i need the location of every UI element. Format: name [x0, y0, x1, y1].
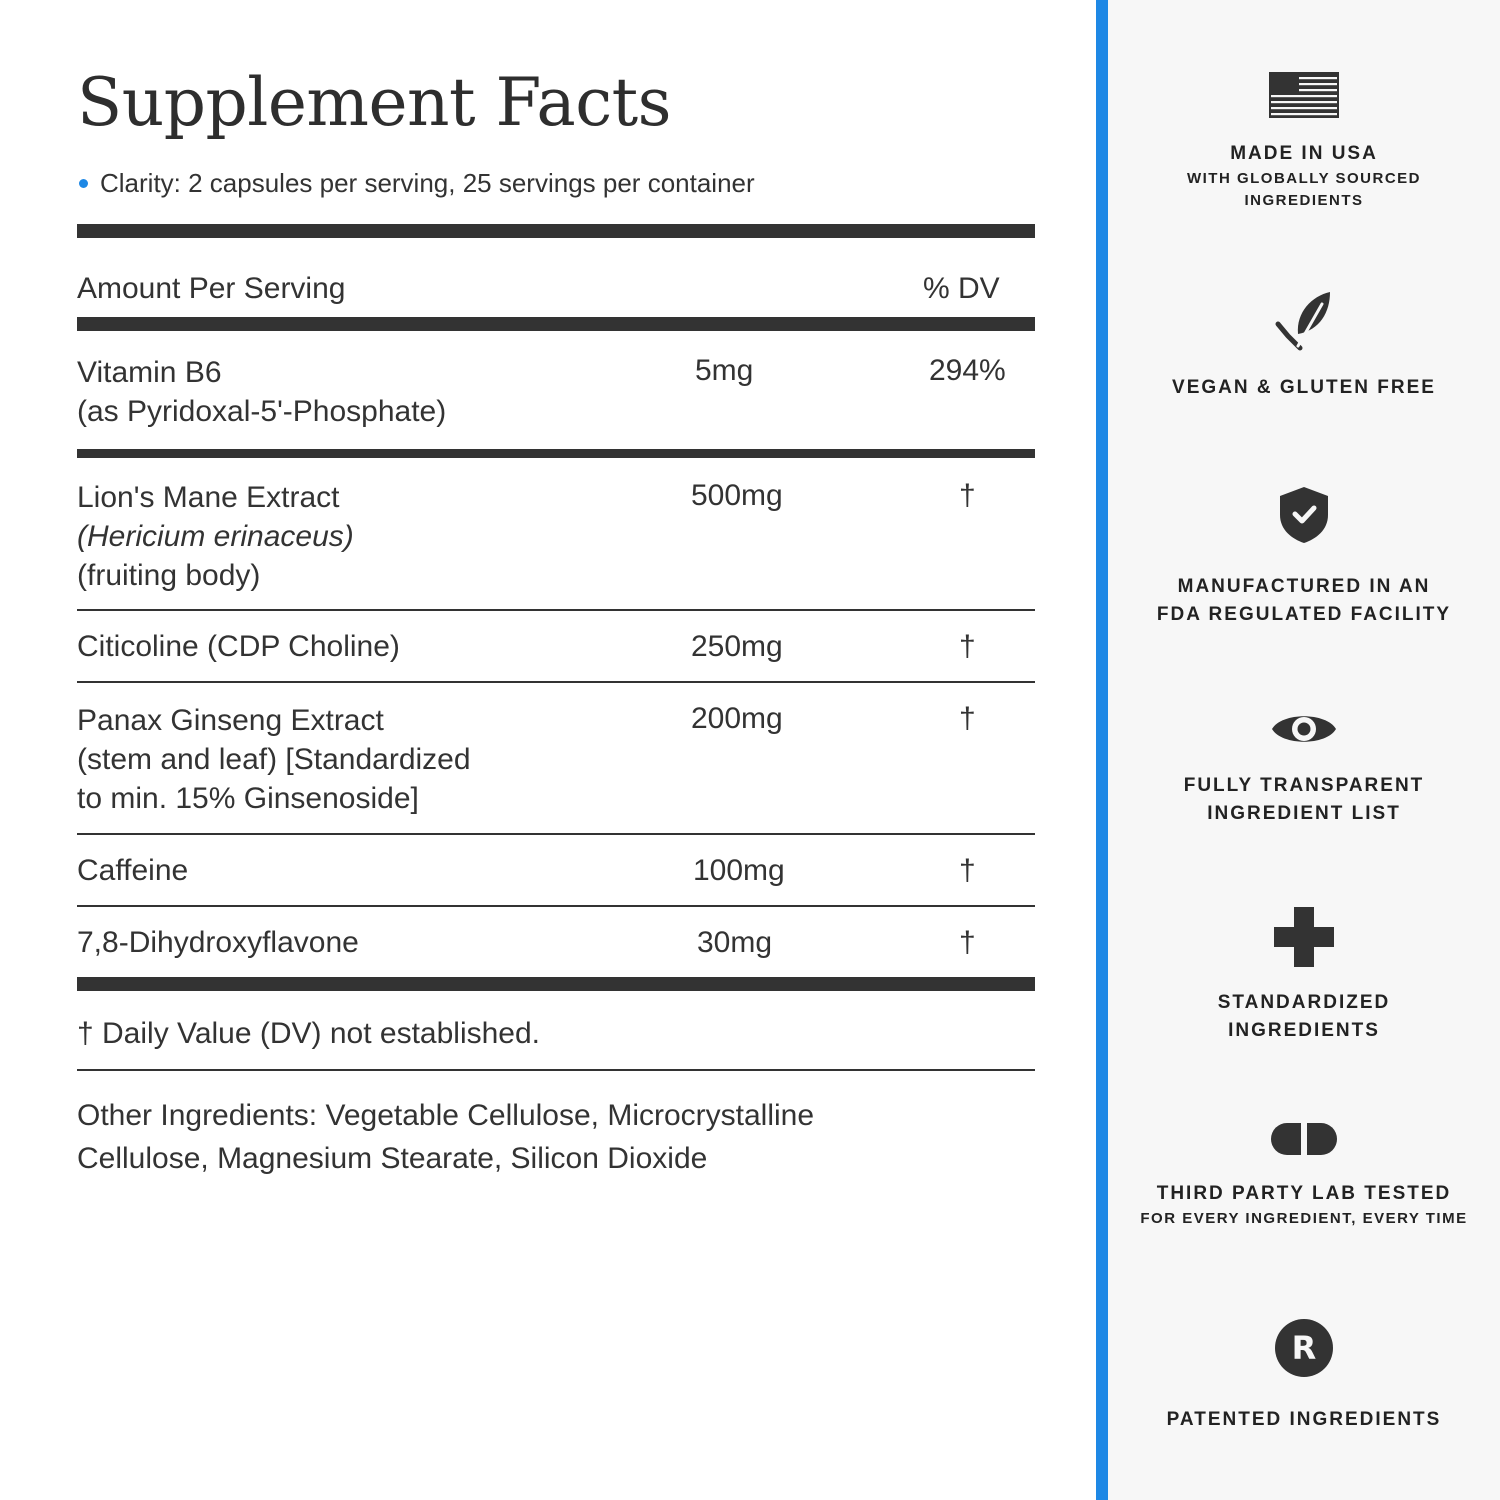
thick-divider — [77, 317, 1035, 331]
badge-fda-facility — [1108, 485, 1500, 629]
ingredient-dv: † — [959, 630, 976, 663]
badge-title: PATENTED INGREDIENTS — [1166, 1409, 1442, 1430]
ingredient-name-line: Vitamin B6 — [77, 356, 222, 389]
badge-subtitle: INGREDIENTS — [1244, 192, 1364, 209]
ingredient-name — [77, 701, 471, 818]
badge-title: MADE IN USA — [1230, 143, 1378, 164]
badge-title: MANUFACTURED IN AN — [1177, 576, 1431, 597]
ingredient-name — [77, 478, 354, 595]
capsule-icon — [1270, 1122, 1338, 1156]
ingredient-name: 7,8-Dihydroxyflavone — [77, 926, 359, 959]
badge-vegan — [1108, 290, 1500, 402]
serving-info — [79, 168, 755, 199]
amount-per-serving-label: Amount Per Serving — [77, 272, 346, 305]
table-row — [77, 683, 1035, 833]
ingredient-name: Caffeine — [77, 854, 189, 887]
badge-patented — [1108, 1318, 1500, 1434]
badge-title: INGREDIENT LIST — [1207, 803, 1401, 824]
badge-title: STANDARDIZED — [1217, 992, 1391, 1013]
ingredient-dv: † — [959, 926, 976, 959]
other-ingredients: Other Ingredients: Vegetable Cellulose, Microcrystalline Cellulose, Magnesium Stearate, Silicon Dioxide — [77, 1099, 815, 1175]
ingredient-name-line: Panax Ginseng Extract — [77, 704, 384, 737]
table-row — [77, 611, 1035, 681]
badge-title: FULLY TRANSPARENT — [1183, 775, 1425, 796]
thick-divider — [77, 224, 1035, 238]
badges-sidebar — [1108, 0, 1500, 1500]
bullet-dot-icon — [79, 179, 88, 188]
badge-title: THIRD PARTY LAB TESTED — [1156, 1183, 1452, 1204]
table-row-vitamin-b6 — [77, 331, 1035, 449]
ingredient-amount: 100mg — [693, 854, 785, 887]
ingredient-dv: † — [959, 702, 976, 735]
us-flag-icon — [1269, 72, 1339, 118]
table-row — [77, 458, 1035, 609]
badge-made-in-usa — [1108, 72, 1500, 212]
ingredient-amount: 5mg — [695, 354, 754, 387]
facts-table — [77, 224, 1035, 1180]
shield-check-icon — [1278, 485, 1330, 545]
leaf-check-icon — [1274, 290, 1334, 352]
ingredient-name: Citicoline (CDP Choline) — [77, 630, 400, 663]
table-header — [77, 238, 1035, 317]
ingredient-dv: 294% — [929, 354, 1006, 387]
ingredient-latin-name: (Hericium erinaceus) — [77, 520, 354, 553]
ingredient-amount: 250mg — [691, 630, 783, 663]
badge-lab-tested — [1108, 1122, 1500, 1230]
ingredient-dv: † — [959, 854, 976, 887]
ingredient-part-line: (stem and leaf) [Standardized — [77, 743, 471, 776]
ingredient-amount: 200mg — [691, 702, 783, 735]
footnote-text: † Daily Value (DV) not established. — [77, 1017, 541, 1050]
ingredient-standard-line: to min. 15% Ginsenoside] — [77, 782, 419, 815]
svg-text:R: R — [1291, 1329, 1317, 1367]
badge-subtitle: WITH GLOBALLY SOURCED — [1186, 170, 1421, 187]
ingredient-part-line: (fruiting body) — [77, 559, 261, 592]
registered-icon — [1274, 1318, 1334, 1378]
table-row — [77, 835, 1035, 905]
ingredient-form-line: (as Pyridoxal-5'-Phosphate) — [77, 395, 447, 428]
badge-subtitle: FOR EVERY INGREDIENT, EVERY TIME — [1140, 1210, 1468, 1227]
badge-standardized — [1108, 907, 1500, 1045]
ingredient-name — [77, 353, 446, 431]
ingredient-dv: † — [959, 479, 976, 512]
ingredient-amount: 30mg — [697, 926, 773, 959]
accent-divider — [1096, 0, 1108, 1500]
eye-icon — [1270, 706, 1338, 752]
ingredient-name-line: Lion's Mane Extract — [77, 481, 340, 514]
page-title: Supplement Facts — [77, 64, 672, 141]
badge-title: FDA REGULATED FACILITY — [1156, 604, 1452, 625]
table-row — [77, 907, 1035, 977]
ingredient-amount: 500mg — [691, 479, 783, 512]
badge-title: VEGAN & GLUTEN FREE — [1172, 377, 1436, 398]
serving-info-text: Clarity: 2 capsules per serving, 25 servings per container — [100, 168, 755, 198]
thick-divider — [77, 449, 1035, 458]
badge-title: INGREDIENTS — [1228, 1020, 1380, 1041]
dv-header-label: % DV — [923, 272, 1000, 305]
plus-cross-icon — [1274, 907, 1334, 967]
thick-divider — [77, 977, 1035, 991]
footnote — [77, 991, 1035, 1069]
badge-transparent — [1108, 706, 1500, 828]
